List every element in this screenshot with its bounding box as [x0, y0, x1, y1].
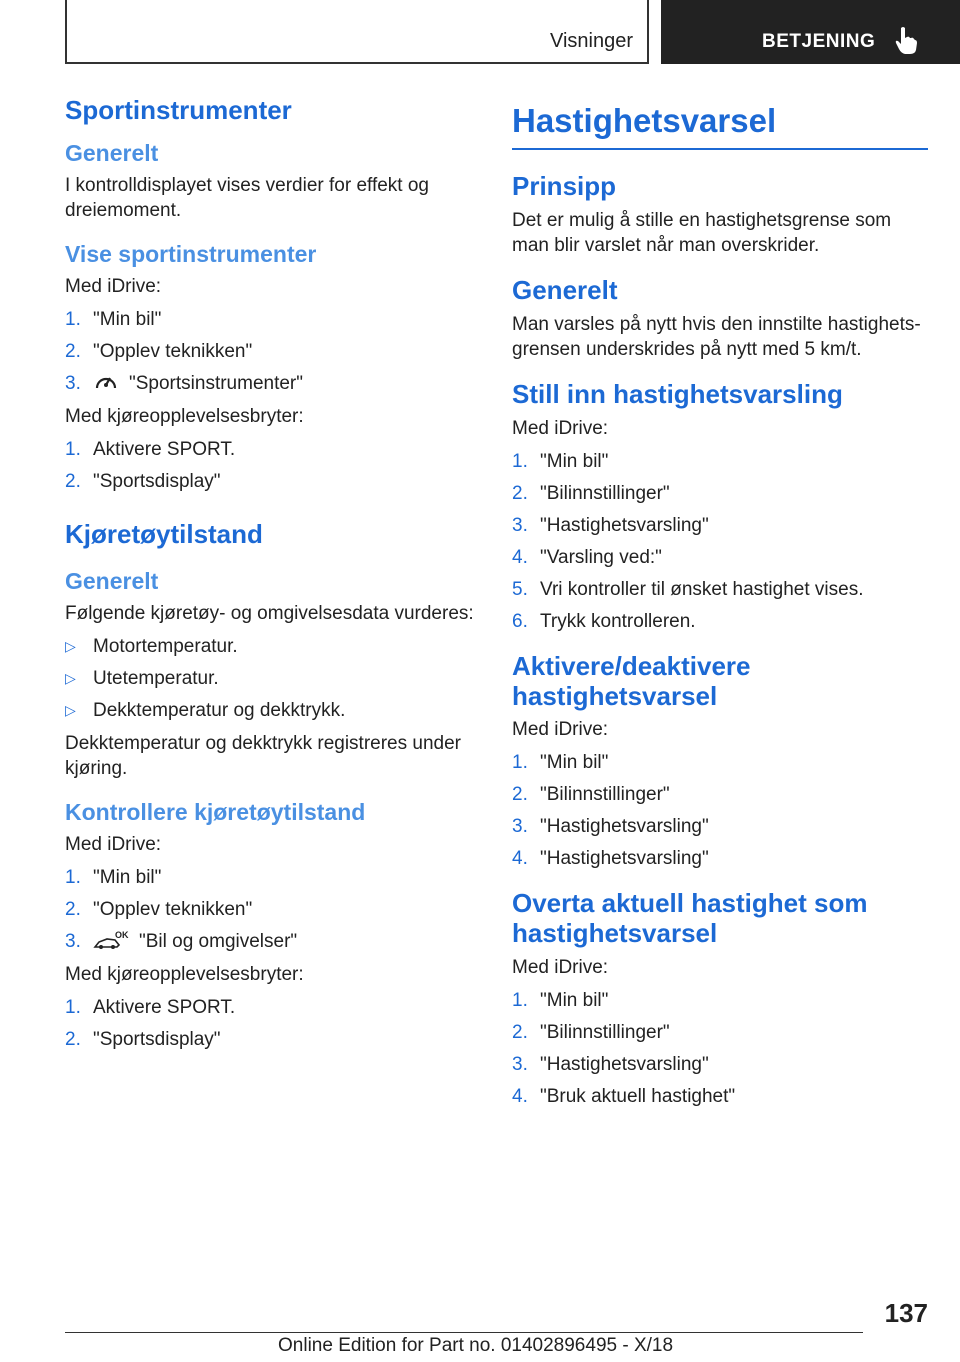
header-chapter-label: BETJENING [762, 31, 876, 52]
generelt-text: Man varsles på nytt hvis den innstilte hastighetsgrensen underskrides på nytt med 5 km/t. [512, 313, 921, 360]
list-item: 3. "Hastighetsvarsling" [512, 1054, 709, 1076]
list-item: ▷ Dekktemperatur og dekktrykk. [65, 699, 346, 721]
aktivere-steps [512, 750, 928, 871]
list-item: 2. "Sportsdisplay" [65, 1028, 221, 1050]
prinsipp-title: Prinsipp [512, 171, 617, 201]
list-item: 1. "Min bil" [512, 450, 609, 472]
hand-pointer-icon [895, 26, 917, 54]
svg-text:OK: OK [115, 929, 129, 940]
page-number: 137 [884, 1298, 928, 1328]
still-intro: Med iDrive: [512, 417, 609, 439]
sport-title: Sportinstrumenter [65, 95, 292, 125]
list-item: 1. "Min bil" [512, 990, 609, 1012]
vise-switch-steps [65, 437, 485, 494]
list-item: 1. Aktivere SPORT. [65, 996, 236, 1018]
registered-text: Dekktemperatur og dekktrykk registreres under kjøring. [65, 732, 461, 779]
list-item: ▷ Motortemperatur. [65, 635, 238, 657]
overta-intro: Med iDrive: [512, 957, 609, 979]
kontroll-switch-intro: Med kjøreopplevelsesbryter: [65, 963, 304, 985]
footer-edition: Online Edition for Part no. 01402896495 - X/18 [278, 1335, 674, 1356]
list-item: 4. "Hastighetsvarsling" [512, 848, 709, 870]
kjoretoy-title: Kjøretøytilstand [65, 518, 263, 549]
list-item: 3. "Hastighetsvarsling" [512, 816, 709, 838]
generelt2-title: Generelt [65, 567, 159, 594]
list-item: 3. OK "Bil og omgivelser" [65, 929, 298, 952]
list-item: 6. Trykk kontrolleren. [512, 610, 696, 632]
list-item: 3. "Sportsinstrumenter" [65, 372, 303, 394]
list-item: 1. Aktivere SPORT. [65, 438, 236, 460]
overta-title: Overta aktuell hastighet som hastighetsvarsel [512, 888, 868, 949]
vise-intro: Med iDrive: [65, 275, 162, 297]
kontroll-title: Kontrollere kjøretøytilstand [65, 798, 366, 825]
still-title: Still inn hastighetsvarsling [512, 378, 843, 409]
kontroll-intro: Med iDrive: [65, 833, 162, 855]
left-column [65, 96, 485, 1060]
generelt-title: Generelt [512, 274, 618, 305]
data-bullets [65, 634, 485, 723]
list-item: 2. "Bilinnstillinger" [512, 482, 670, 504]
list-item: 2. "Sportsdisplay" [65, 470, 221, 492]
list-item: 4. "Bruk aktuell hastighet" [512, 1086, 736, 1108]
list-item: 5. Vri kontroller til ønsket hastighet vises. [512, 578, 864, 600]
list-item: 2. "Bilinnstillinger" [512, 1022, 670, 1044]
footer-divider [65, 1332, 863, 1333]
prinsipp-text: Det er mulig å stille en hastighetsgrense som man blir varslet når man overskrider. [512, 209, 892, 256]
list-item: 2. "Opplev teknikken" [65, 340, 253, 362]
overta-steps [512, 988, 928, 1109]
generelt-title: Generelt [65, 139, 159, 166]
vise-title: Vise sportinstrumenter [65, 240, 317, 267]
kontroll-steps [65, 865, 485, 954]
vise-switch-intro: Med kjøreopplevelsesbryter: [65, 405, 304, 427]
car-ok-icon [93, 929, 129, 951]
list-item: 1. "Min bil" [512, 752, 609, 774]
aktivere-intro: Med iDrive: [512, 719, 609, 741]
list-item: 1. "Min bil" [65, 308, 162, 330]
list-item: 1. "Min bil" [65, 866, 162, 888]
kontroll-switch-steps [65, 995, 485, 1052]
generelt-text: I kontrolldisplayet vises verdier for effekt og dreiemoment. [65, 174, 429, 221]
list-item: 2. "Opplev teknikken" [65, 898, 253, 920]
right-column [512, 96, 928, 1117]
list-item: ▷ Utetemperatur. [65, 667, 219, 689]
still-steps [512, 449, 928, 634]
vise-steps [65, 307, 485, 396]
main-title: Hastighetsvarsel [512, 102, 928, 150]
header-section-label: Visninger [549, 30, 633, 52]
header-chapter-tab [661, 0, 960, 64]
list-item: 2. "Bilinnstillinger" [512, 784, 670, 806]
list-item: 4. "Varsling ved:" [512, 546, 662, 568]
generelt2-text: Følgende kjøretøy- og omgivelsesdata vurderes: [65, 602, 474, 624]
list-item: 3. "Hastighetsvarsling" [512, 514, 709, 536]
aktivere-title: Aktivere/deaktivere hastighetsvarsel [512, 650, 751, 711]
header-section-tab [65, 0, 649, 64]
gauge-icon [93, 371, 119, 393]
